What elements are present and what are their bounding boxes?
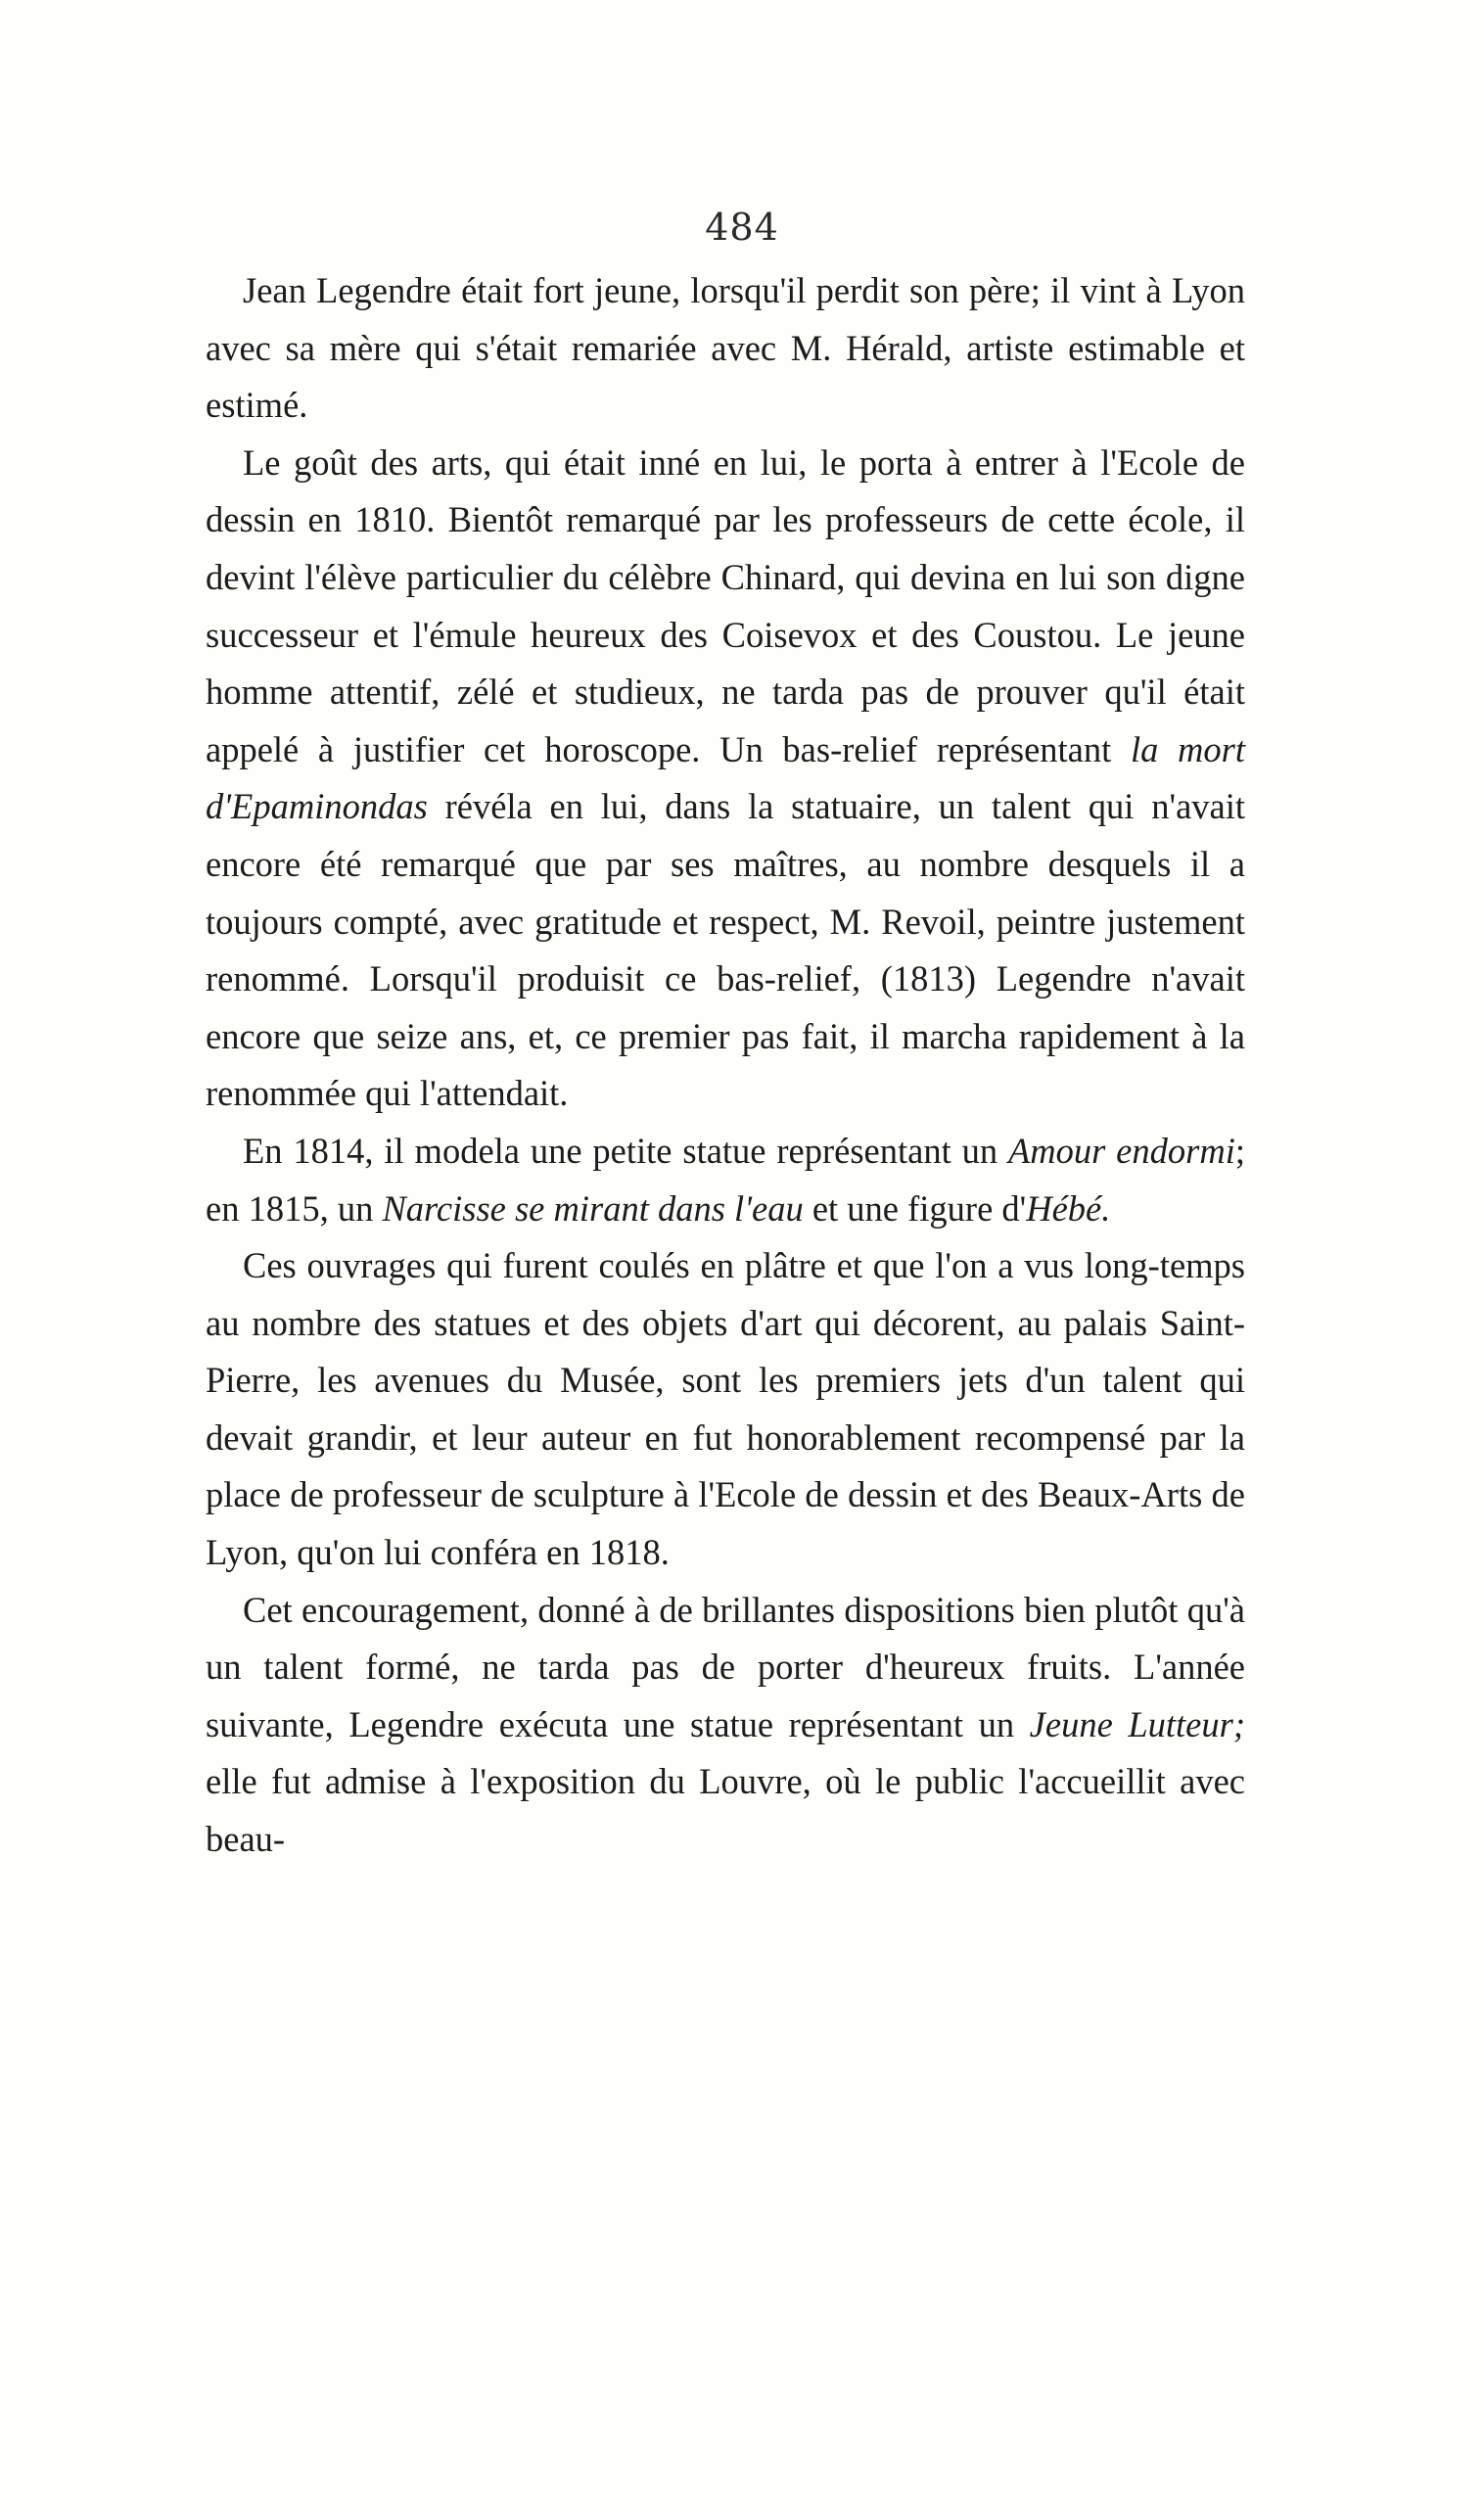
- text-run: révéla en lui, dans la statuaire, un talent qui n'avait encore été remarqué que par ses maîtres, au nombre desquels il a toujours compté, avec gratitude et respect, M. Revoil, peintre justement renommé. Lorsqu'il produisit ce bas-relief, (1813) Legendre n'avait encore que seize ans, et, ce premier pas fait, il marcha rapidement à la renommée qui l'attendait.: [206, 786, 1245, 1114]
- paragraph: [206, 435, 1245, 1123]
- text-run: et une figure d': [803, 1187, 1027, 1229]
- italic-text: Jeune Lutteur;: [1029, 1703, 1245, 1744]
- paragraph: [206, 1237, 1245, 1582]
- italic-text: Amour endormi: [1007, 1130, 1235, 1171]
- text-run: En 1814, il modela une petite statue représentant un: [243, 1130, 1008, 1171]
- page-number: 484: [705, 206, 779, 249]
- text-run: Le goût des arts, qui était inné en lui, le porta à entrer à l'Ecole de dessin en 1810. Bientôt remarqué par les professeurs de cette école, il devint l'élève particulier du célèbre Chinard, qui devina en lui son digne successeur et l'émule heureux des Coisevox et des Coustou. Le jeune homme attentif, zélé et studieux, ne tarda pas de prouver qu'il était appelé à justifier cet horoscope. Un bas-relief représentant: [206, 441, 1245, 769]
- paragraph: [206, 262, 1245, 435]
- italic-text: Hébé.: [1026, 1187, 1111, 1229]
- italic-text: Narcisse se mirant dans l'eau: [382, 1187, 804, 1229]
- paragraph: [206, 1582, 1245, 1869]
- italic-text: la mort d'Epaminondas: [206, 728, 1245, 827]
- paragraph: [206, 1123, 1245, 1237]
- text-run: ; en 1815, un: [206, 1130, 1245, 1229]
- text-run: elle fut admise à l'exposition du Louvre, où le public l'accueillit avec beau-: [206, 1761, 1245, 1860]
- body-text: [206, 262, 1245, 1869]
- text-run: Cet encouragement, donné à de brillantes dispositions bien plutôt qu'à un talent formé, ne tarda pas de porter d'heureux fruits. L'année suivante, Legendre exécuta une statue représentant un: [206, 1589, 1245, 1744]
- text-run: Ces ouvrages qui furent coulés en plâtre et que l'on a vus long-temps au nombre des statues et des objets d'art qui décorent, au palais Saint-Pierre, les avenues du Musée, sont les premiers jets d'un talent qui devait grandir, et leur auteur en fut honorablement recompensé par la place de professeur de sculpture à l'Ecole de dessin et des Beaux-Arts de Lyon, qu'on lui conféra en 1818.: [206, 1245, 1245, 1573]
- text-run: Jean Legendre était fort jeune, lorsqu'il perdit son père; il vint à Lyon avec sa mère qui s'était remariée avec M. Hérald, artiste estimable et estimé.: [206, 270, 1245, 426]
